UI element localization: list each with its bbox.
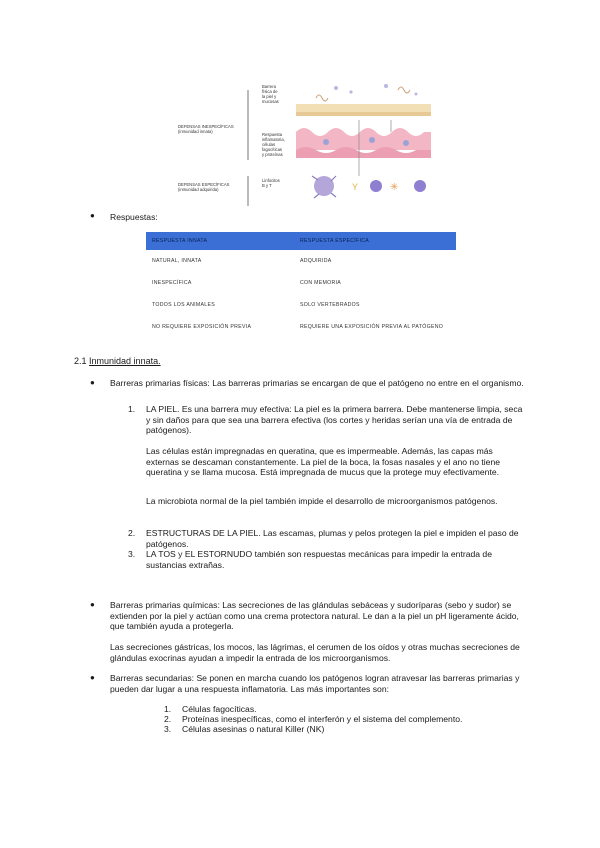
section-number: 2.1 bbox=[74, 356, 87, 366]
figure-side-note-3: Linfocitos B y T bbox=[262, 178, 280, 188]
table-header: RESPUESTA INNATA bbox=[146, 232, 294, 250]
list-item: Células asesinas o natural Killer (NK) bbox=[182, 724, 325, 734]
bullet-dot: ● bbox=[90, 211, 95, 220]
figure-label-specific: DEFENSAS ESPECÍFICAS (inmunidad adquirida) bbox=[178, 182, 230, 192]
bullet-dot: ● bbox=[90, 600, 95, 609]
bullet-secondary-barriers: Barreras secundarias: Se ponen en marcha cuando los patógenos logran atravesar las barreras primarias y pueden dar lugar a una respuesta inflamatoria. Las más importantes son: bbox=[110, 673, 520, 694]
list-item: LA PIEL. Es una barrera muy efectiva: La piel es la primera barrera. Debe mantenerse limpia, seca y sin daños para que sea una barrera efectiva (los cortes y heridas serían una vía de entrada de patógenos). bbox=[146, 404, 523, 436]
bullet-physical-barriers: Barreras primarias físicas: Las barreras primarias se encargan de que el patógeno no entre en el organismo. bbox=[110, 378, 524, 388]
table-row bbox=[146, 316, 456, 338]
list-paragraph: Las células están impregnadas en queratina, que es impermeable. Además, las capas más externas se descaman constantemente. La piel de la boca, la fosas nasales y el ano no tiene queratina y se llama mucosa. Está impregnada de mucus que la protege muy efectivamente. bbox=[146, 446, 501, 478]
list-paragraph: La microbiota normal de la piel también impide el desarrollo de microorganismos patógenos. bbox=[146, 496, 498, 506]
table-cell: NO REQUIERE EXPOSICIÓN PREVIA bbox=[152, 324, 252, 330]
list-number: 2. bbox=[128, 528, 136, 538]
table-row bbox=[146, 294, 456, 316]
table-cell: INESPECÍFICA bbox=[152, 280, 192, 286]
responses-table bbox=[146, 232, 456, 338]
svg-text:✳: ✳ bbox=[390, 182, 399, 193]
table-header-row bbox=[146, 232, 456, 250]
table-cell: ADQUIRIDA bbox=[300, 258, 332, 264]
list-number: 1. bbox=[164, 704, 172, 714]
table-cell: TODOS LOS ANIMALES bbox=[152, 302, 215, 308]
answers-bullet: Respuestas: bbox=[110, 212, 158, 222]
table-cell: NATURAL, INNATA bbox=[152, 258, 202, 264]
list-number: 2. bbox=[164, 714, 172, 724]
bullet-chemical-barriers: Barreras primarias químicas: Las secreciones de las glándulas sebáceas y sudoríparas (sebo y sudor) se extienden por la piel y actúan como una crema protectora natural. Le dan a la piel un pH ligeramente ácido, que también ayuda a protegerla. bbox=[110, 600, 519, 632]
bullet-dot: ● bbox=[90, 673, 95, 682]
table-row bbox=[146, 272, 456, 294]
list-item: Células fagocíticas. bbox=[182, 704, 257, 714]
list-number: 3. bbox=[164, 724, 172, 734]
immune-defense-figure bbox=[176, 80, 436, 210]
table-header: RESPUESTA ESPECÍFICA bbox=[294, 232, 456, 250]
table-cell: SOLO VERTEBRADOS bbox=[300, 302, 360, 308]
table-row bbox=[146, 250, 456, 272]
figure-bracket bbox=[176, 80, 436, 210]
table-cell: CON MEMORIA bbox=[300, 280, 342, 286]
list-item: ESTRUCTURAS DE LA PIEL. Las escamas, plumas y pelos protegen la piel e impiden el paso de patógenos. bbox=[146, 528, 519, 549]
section-heading bbox=[74, 356, 161, 366]
list-number: 1. bbox=[128, 404, 136, 414]
section-title: Inmunidad innata. bbox=[89, 356, 161, 366]
table-cell: REQUIERE UNA EXPOSICIÓN PREVIA AL PATÓGENO bbox=[300, 324, 444, 330]
figure-label-nonspecific: DEFENSAS INESPECÍFICAS (inmunidad innata) bbox=[178, 124, 234, 134]
list-item: LA TOS y EL ESTORNUDO también son respuestas mecánicas para impedir la entrada de sustancias extrañas. bbox=[146, 549, 492, 570]
figure-side-note-2: Respuesta inflamatoria, células fagocíticas y proteínas bbox=[262, 132, 285, 157]
list-number: 3. bbox=[128, 549, 136, 559]
figure-side-note-1: Barrera física de la piel y mucosas bbox=[262, 84, 279, 104]
bullet-chemical-paragraph: Las secreciones gástricas, los mocos, las lágrimas, el cerumen de los oídos y otras muchas secreciones de glándulas exocrinas ayudan a impedir la entrada de los microorganismos. bbox=[110, 642, 520, 663]
bullet-dot: ● bbox=[90, 378, 95, 387]
list-item: Proteínas inespecíficas, como el interferón y el sistema del complemento. bbox=[182, 714, 463, 724]
svg-text:Y: Y bbox=[352, 182, 359, 192]
